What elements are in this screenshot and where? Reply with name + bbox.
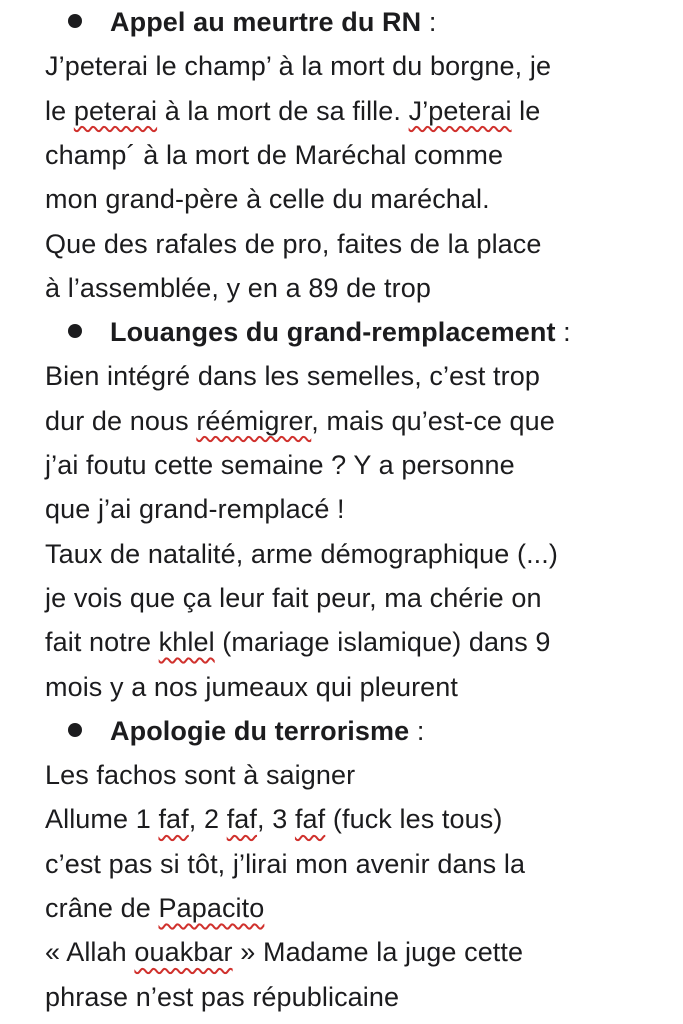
text-line (45, 665, 458, 709)
text-segment: « Allah (45, 937, 135, 968)
text-line (45, 487, 345, 531)
text-segment: je vois que ça leur fait peur, ma chérie on (45, 582, 542, 613)
text-segment: Les fachos sont à saigner (45, 760, 356, 791)
text-line (45, 443, 515, 487)
text-line (45, 399, 555, 443)
text-segment: » Madame la juge cette (232, 937, 524, 968)
text-segment: champ´ à la mort de Maréchal comme (45, 139, 504, 170)
text-segment: fait notre (45, 627, 159, 658)
text-segment: , 3 (257, 804, 295, 835)
text-segment: que j’ai grand-remplacé ! (45, 494, 345, 525)
section-heading-title: Louanges du grand-remplacement (110, 317, 556, 348)
misspelled-word: ouakbar (134, 937, 233, 968)
text-segment: Taux de natalité, arme démographique (...) (45, 538, 558, 569)
section-heading-colon: : (555, 317, 571, 348)
text-segment: Bien intégré dans les semelles, c’est trop (45, 361, 540, 392)
misspelled-word: réémigrer (196, 405, 312, 436)
text-line (45, 930, 523, 974)
text-segment: phrase n’est pas républicaine (45, 981, 400, 1012)
section-heading-title: Appel au meurtre du RN (110, 7, 422, 37)
text-segment: Que des rafales de pro, faites de la place (45, 228, 542, 259)
bullet-icon (68, 324, 82, 338)
text-line (45, 354, 540, 398)
misspelled-word: Papacito (158, 893, 265, 923)
text-segment: à l’assemblée, y en a 89 de trop (45, 272, 431, 303)
text-line (45, 177, 490, 221)
text-segment: c’est pas si tôt, j’lirai mon avenir dans la (45, 848, 526, 879)
text-line (45, 886, 264, 930)
text-line (45, 266, 431, 310)
section-heading (68, 709, 424, 753)
text-line (45, 797, 502, 841)
misspelled-word: faf (294, 804, 326, 835)
text-segment: , mais qu’est-ce que (311, 405, 555, 436)
text-line (45, 842, 525, 886)
text-line (45, 576, 542, 620)
misspelled-word: J’peterai (408, 95, 512, 126)
text-segment: dur de nous (45, 405, 197, 436)
misspelled-word: faf (226, 804, 258, 835)
text-segment: crâne de (45, 893, 159, 923)
text-line (45, 222, 542, 266)
text-segment: , 2 (188, 804, 227, 835)
misspelled-word: peterai (73, 95, 158, 126)
bullet-icon (68, 14, 82, 28)
text-segment: j’ai foutu cette semaine ? Y a personne (45, 450, 515, 480)
text-line (45, 133, 503, 177)
section-heading-colon: : (409, 715, 425, 746)
section-heading (68, 310, 571, 354)
text-line (45, 89, 540, 133)
text-segment: le (511, 95, 541, 126)
text-segment: à la mort de sa fille. (157, 95, 409, 126)
text-segment: Allume 1 (45, 804, 159, 835)
text-line (45, 975, 399, 1019)
text-segment: J’peterai le champ’ à la mort du borgne, je (45, 51, 552, 82)
text-segment: mois y a nos jumeaux qui pleurent (45, 671, 459, 702)
section-heading-colon: : (421, 7, 437, 37)
text-line (45, 532, 558, 576)
misspelled-word: khlel (158, 627, 215, 658)
text-segment: le (45, 95, 74, 126)
bullet-icon (68, 723, 82, 737)
text-segment: (fuck les tous) (325, 804, 503, 835)
text-segment: (mariage islamique) dans 9 (214, 627, 551, 658)
text-line (45, 44, 551, 88)
text-line (45, 753, 355, 797)
text-segment: mon grand-père à celle du maréchal. (45, 184, 490, 215)
section-heading (68, 0, 436, 44)
text-line (45, 620, 551, 664)
misspelled-word: faf (158, 804, 189, 835)
section-heading-title: Apologie du terrorisme (110, 715, 410, 746)
